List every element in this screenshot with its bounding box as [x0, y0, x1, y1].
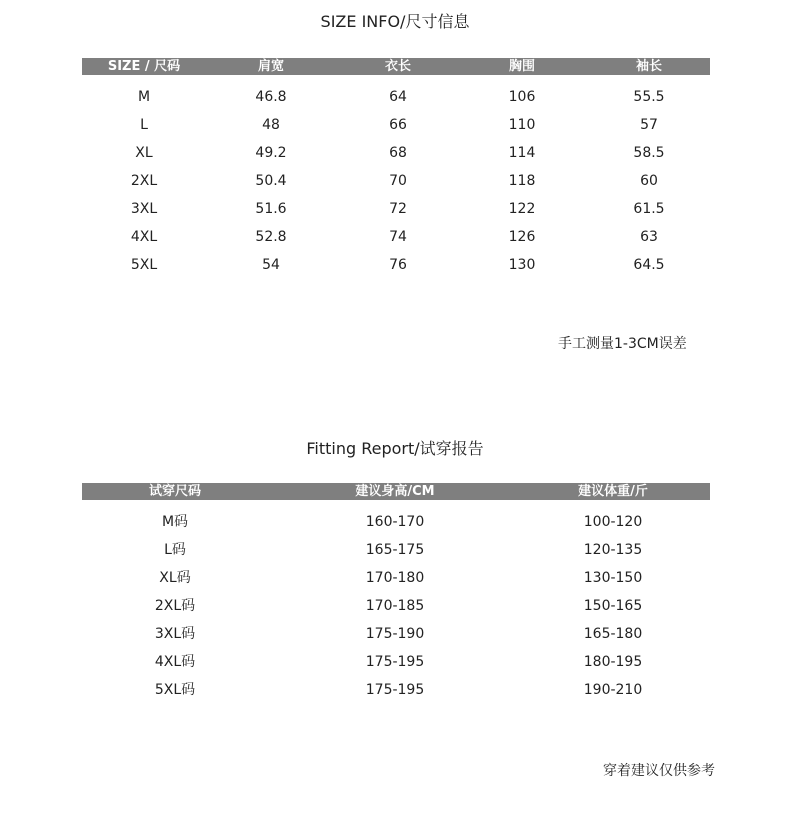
- fitting-report-title: Fitting Report/试穿报告: [306, 439, 484, 458]
- table-cell: 51.6: [255, 201, 287, 217]
- table-cell: 60: [640, 173, 658, 189]
- table-cell: XL: [135, 145, 153, 161]
- table-row: [82, 508, 710, 536]
- table-cell: M码: [161, 514, 189, 530]
- column-header: 肩宽: [257, 59, 285, 74]
- table-cell: L: [140, 117, 148, 133]
- table-cell: 126: [508, 229, 536, 245]
- table-cell: 64: [389, 89, 407, 105]
- table-cell: 175-195: [365, 682, 425, 698]
- table-cell: 68: [389, 145, 407, 161]
- table-cell: 165-175: [365, 542, 425, 558]
- column-header: 衣长: [384, 59, 412, 74]
- table-cell: 165-180: [583, 626, 643, 642]
- table-row: [82, 251, 710, 279]
- table-cell: 2XL: [130, 173, 158, 189]
- table-cell: 49.2: [255, 145, 287, 161]
- table-cell: 70: [389, 173, 407, 189]
- table-row: [82, 167, 710, 195]
- table-cell: 114: [508, 145, 536, 161]
- column-header: 建议身高/CM: [355, 484, 435, 499]
- table-cell: 50.4: [255, 173, 287, 189]
- table-cell: 175-195: [365, 654, 425, 670]
- table-cell: 48: [262, 117, 280, 133]
- table-cell: 4XL码: [154, 654, 196, 670]
- table-cell: 2XL码: [154, 598, 196, 614]
- fitting-note: 穿着建议仅供参考: [603, 763, 715, 779]
- table-cell: XL码: [159, 570, 191, 586]
- table-cell: M: [137, 89, 151, 105]
- table-cell: 190-210: [583, 682, 643, 698]
- table-cell: 4XL: [130, 229, 158, 245]
- column-header: SIZE / 尺码: [107, 59, 181, 74]
- table-cell: 52.8: [255, 229, 287, 245]
- table-cell: 55.5: [633, 89, 665, 105]
- table-cell: L码: [164, 542, 186, 558]
- table-cell: 170-185: [365, 598, 425, 614]
- table-cell: 54: [262, 257, 280, 273]
- table-cell: 180-195: [583, 654, 643, 670]
- table-cell: 63: [640, 229, 658, 245]
- table-cell: 74: [389, 229, 407, 245]
- table-cell: 5XL: [130, 257, 158, 273]
- table-row: [82, 592, 710, 620]
- table-cell: 58.5: [633, 145, 665, 161]
- table-cell: 3XL码: [154, 626, 196, 642]
- table-cell: 46.8: [255, 89, 287, 105]
- column-header: 胸围: [508, 59, 536, 74]
- table-cell: 120-135: [583, 542, 643, 558]
- table-cell: 170-180: [365, 570, 425, 586]
- table-cell: 175-190: [365, 626, 425, 642]
- table-row: [82, 139, 710, 167]
- table-cell: 150-165: [583, 598, 643, 614]
- table-row: [82, 564, 710, 592]
- table-cell: 66: [389, 117, 407, 133]
- table-cell: 130: [508, 257, 536, 273]
- fitting-table-header: [82, 483, 710, 500]
- column-header: 袖长: [635, 59, 663, 74]
- table-cell: 72: [389, 201, 407, 217]
- table-cell: 57: [640, 117, 658, 133]
- table-row: [82, 536, 710, 564]
- table-row: [82, 648, 710, 676]
- table-cell: 100-120: [583, 514, 643, 530]
- table-row: [82, 676, 710, 704]
- table-cell: 130-150: [583, 570, 643, 586]
- table-cell: 160-170: [365, 514, 425, 530]
- table-row: [82, 223, 710, 251]
- table-cell: 76: [389, 257, 407, 273]
- table-cell: 5XL码: [154, 682, 196, 698]
- table-cell: 3XL: [130, 201, 158, 217]
- table-cell: 122: [508, 201, 536, 217]
- column-header: 建议体重/斤: [578, 484, 648, 499]
- table-cell: 64.5: [633, 257, 665, 273]
- size-info-title: SIZE INFO/尺寸信息: [320, 12, 470, 31]
- table-row: [82, 620, 710, 648]
- table-row: [82, 111, 710, 139]
- table-cell: 106: [508, 89, 536, 105]
- measurement-note: 手工测量1-3CM误差: [558, 336, 687, 352]
- table-row: [82, 83, 710, 111]
- table-cell: 110: [508, 117, 536, 133]
- table-cell: 118: [508, 173, 536, 189]
- size-table-header: [82, 58, 710, 75]
- table-row: [82, 195, 710, 223]
- column-header: 试穿尺码: [148, 484, 202, 499]
- table-cell: 61.5: [633, 201, 665, 217]
